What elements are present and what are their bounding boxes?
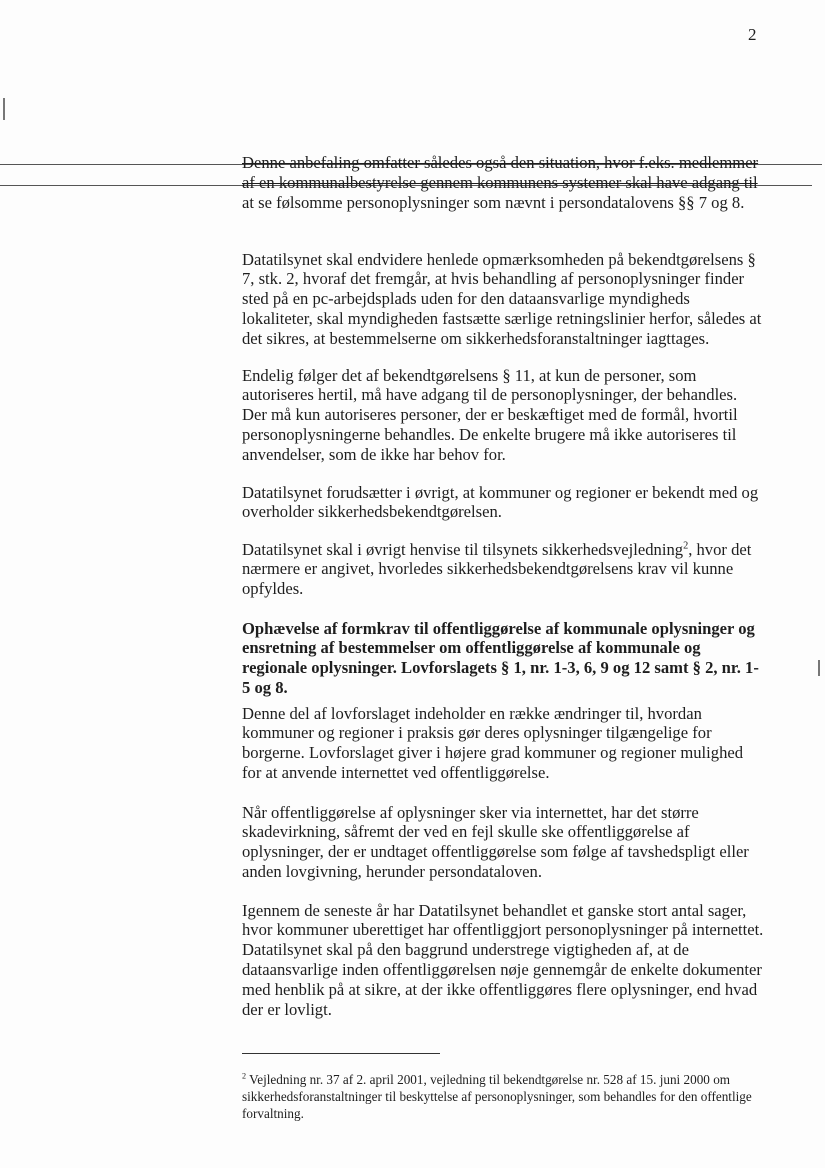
struck-line: Denne anbefaling omfatter således også den situation, hvor f.eks. medlemmer xyxy=(242,153,759,172)
scan-edge-mark xyxy=(3,98,5,120)
page-number: 2 xyxy=(748,25,757,44)
struck-line: af en kommunalbestyrelse gennem kommunens systemer skal have adgang til xyxy=(242,172,758,192)
paragraph-text: , hvor det nærmere er angivet, hvorledes sikkerhedsbekendtgørelsens krav vil kunne opfyldes. xyxy=(242,539,752,599)
scan-edge-mark xyxy=(818,660,820,676)
paragraph-internet-risk: Når offentliggørelse af oplysninger sker via internettet, har det større skadevirkning, såfremt der ved en fejl skulle ske offentliggørelse af oplysninger, der er undtaget offentliggørelse som følge af tavshedspligt eller anden lovgivning, herunder persondataloven. xyxy=(242,802,749,881)
intro-paragraph xyxy=(242,153,762,212)
text-line: at se følsomme personoplysninger som nævnt i persondatalovens §§ 7 og 8. xyxy=(242,192,745,212)
footnote-separator xyxy=(242,1053,440,1054)
footnote-text: Vejledning nr. 37 af 2. april 2001, vejledning til bekendtgørelse nr. 528 af 15. juni 2000 om sikkerhedsforanstaltninger til beskyttelse af personoplysninger, som behandles for den offentlige forvaltning. xyxy=(242,1072,752,1121)
footnote xyxy=(242,1072,762,1122)
footnote-reference: 2 xyxy=(683,540,689,552)
paragraph-authorisation: Endelig følger det af bekendtgørelsens § 11, at kun de personer, som autoriseres hertil, må have adgang til de personoplysninger, der behandles. Der må kun autoriseres personer, der er beskæftiget med de formål, hvortil personoplysningerne behandles. De enkelte brugere må ikke autoriseres til anvendelser, som de ikke har behov for. xyxy=(242,365,738,464)
paragraph-security-guide xyxy=(242,540,764,599)
paragraph-bill-changes: Denne del af lovforslaget indeholder en række ændringer til, hvordan kommuner og regioner i praksis gør deres oplysninger tilgængelige for borgerne. Lovforslaget giver i højere grad kommuner og regioner mulighed for at anvende internettet ved offentliggørelse. xyxy=(242,703,744,782)
paragraph-pc-workplace: Datatilsynet skal endvidere henlede opmærksomheden på bekendtgørelsens § 7, stk. 2, hvoraf det fremgår, at hvis behandling af personoplysninger finder sted på en pc-arbejdsplads uden for den dataansvarlige myndigheds lokaliteter, skal myndigheden fastsætte særlige retningslinier herfor, således at det sikres, at bestemmelserne om sikkerhedsforanstaltninger iagttages. xyxy=(242,249,762,348)
footnote-marker: 2 xyxy=(242,1071,247,1081)
paragraph-cases: Igennem de seneste år har Datatilsynet behandlet et ganske stort antal sager, hvor kommuner uberettiget har offentliggjort personoplysninger på internettet. Datatilsynet skal på den baggrund understrege vigtigheden af, at de dataansvarlige inden offentliggørelsen nøje gennemgår de enkelte dokumenter med henblik på at sikre, at der ikke offentliggøres flere oplysninger, end hvad der er lovligt. xyxy=(242,900,764,1019)
section-heading: Ophævelse af formkrav til offentliggørelse af kommunale oplysninger og ensretning af bestemmelser om offentliggørelse af kommunale og regionale oplysninger. Lovforslagets § 1, nr. 1-3, 6, 9 og 12 samt § 2, nr. 1-5 og 8. xyxy=(242,618,759,697)
paragraph-text: Datatilsynet skal i øvrigt henvise til tilsynets sikkerhedsvejledning xyxy=(242,539,684,559)
paragraph-security-order: Datatilsynet forudsætter i øvrigt, at kommuner og regioner er bekendt med og overholder sikkerhedsbekendtgørelsen. xyxy=(242,482,759,522)
